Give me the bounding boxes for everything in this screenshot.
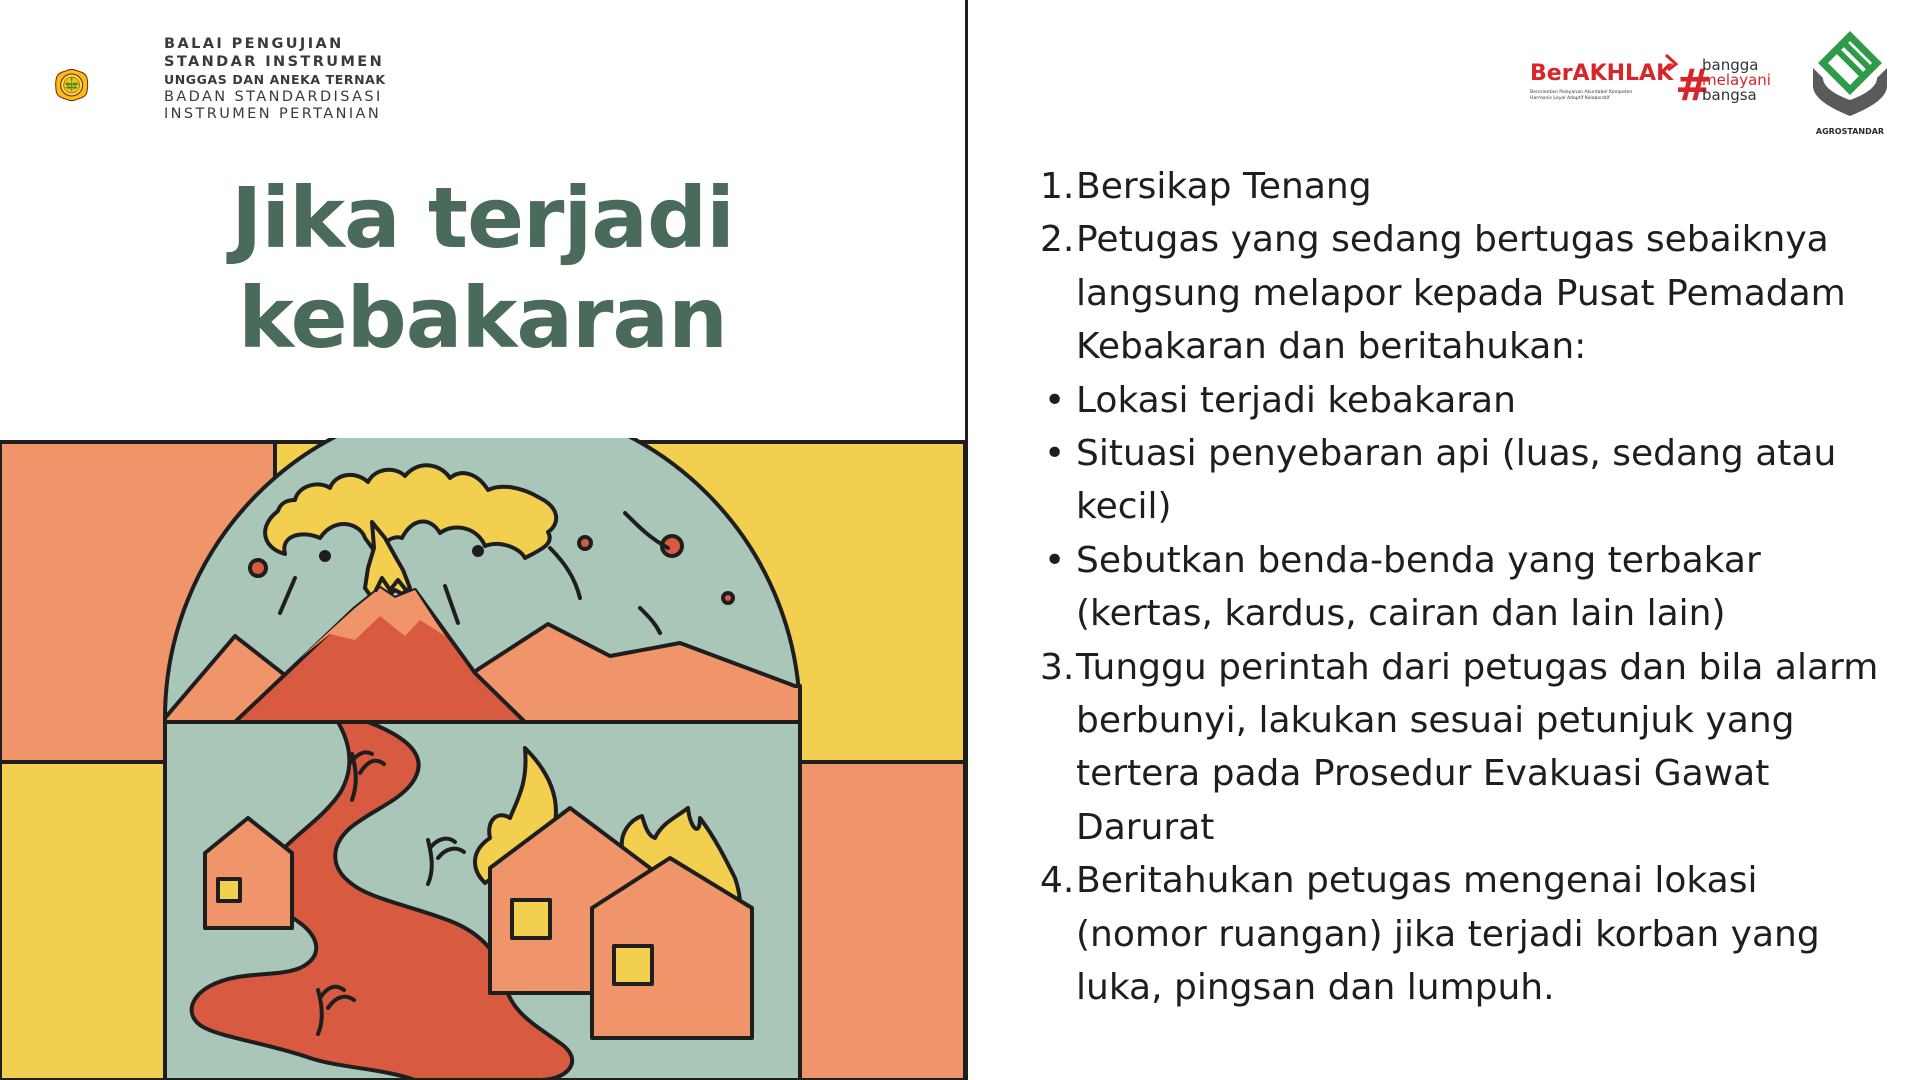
vertical-divider <box>965 0 968 1080</box>
list-item <box>1040 854 1880 1014</box>
org-name <box>164 36 386 124</box>
list-item-text: Situasi penyebaran api (luas, sedang atau kecil) <box>1076 433 1837 528</box>
list-marker: 4. <box>1040 860 1075 902</box>
list-item <box>1040 374 1880 427</box>
bullet-icon: • <box>1044 379 1066 421</box>
bangga-line-2: melayani <box>1702 71 1771 89</box>
berakhlak-word: BerAKHLAK <box>1530 61 1674 86</box>
list-item-text: Petugas yang sedang bertugas sebaiknya langsung melapor kepada Pusat Pemadam Kebakaran dan beritahukan: <box>1076 219 1846 368</box>
berakhlak-tagline-2: Harmonis Loyal Adaptif Kolaboratif <box>1530 96 1610 101</box>
list-item-text: Tunggu perintah dari petugas dan bila alarm berbunyi, lakukan sesuai petunjuk yang tertera pada Prosedur Evakuasi Gawat Darurat <box>1076 646 1879 848</box>
list-item <box>1040 534 1880 641</box>
hashtag-icon: # <box>1675 60 1712 110</box>
list-item <box>1040 427 1880 534</box>
bpsi-emblem-icon <box>55 35 165 135</box>
title-line-2: kebakaran <box>238 269 727 367</box>
list-item <box>1040 213 1880 373</box>
list-item <box>1040 160 1880 213</box>
list-marker: 2. <box>1040 219 1075 261</box>
instruction-list <box>1040 160 1880 1015</box>
list-item-text: Lokasi terjadi kebakaran <box>1076 379 1516 421</box>
berakhlak-logo <box>1530 50 1790 110</box>
org-line-4: BADAN STANDARDISASI <box>164 88 383 105</box>
agro-label: AGROSTANDAR <box>1815 127 1885 136</box>
org-line-5: INSTRUMEN PERTANIAN <box>164 106 382 122</box>
list-marker: 3. <box>1040 646 1075 688</box>
bangga-line-1: bangga <box>1702 56 1759 74</box>
fire-illustration <box>0 438 965 1080</box>
list-item <box>1040 641 1880 855</box>
bangga-line-3: bangsa <box>1702 86 1757 104</box>
list-marker: 1. <box>1040 166 1075 207</box>
bullet-icon: • <box>1044 433 1066 475</box>
list-item-text: Beritahukan petugas mengenai lokasi (nomor ruangan) jika terjadi korban yang luka, pingsan dan lumpuh. <box>1076 860 1820 1009</box>
agrostandar-logo <box>1805 28 1895 140</box>
org-line-1: BALAI PENGUJIAN <box>164 36 344 52</box>
list-item-text: Sebutkan benda-benda yang terbakar (kertas, kardus, cairan dan lain lain) <box>1076 539 1761 635</box>
list-item-text: Bersikap Tenang <box>1076 166 1372 207</box>
berakhlak-tagline-1: Berorientasi Pelayanan Akuntabel Kompeten <box>1530 90 1633 95</box>
org-line-3: UNGGAS DAN ANEKA TERNAK <box>164 72 386 87</box>
org-line-2: STANDAR INSTRUMEN <box>164 53 385 70</box>
bullet-icon: • <box>1044 539 1066 581</box>
page-title <box>110 168 855 368</box>
title-line-1: Jika terjadi <box>231 169 734 267</box>
